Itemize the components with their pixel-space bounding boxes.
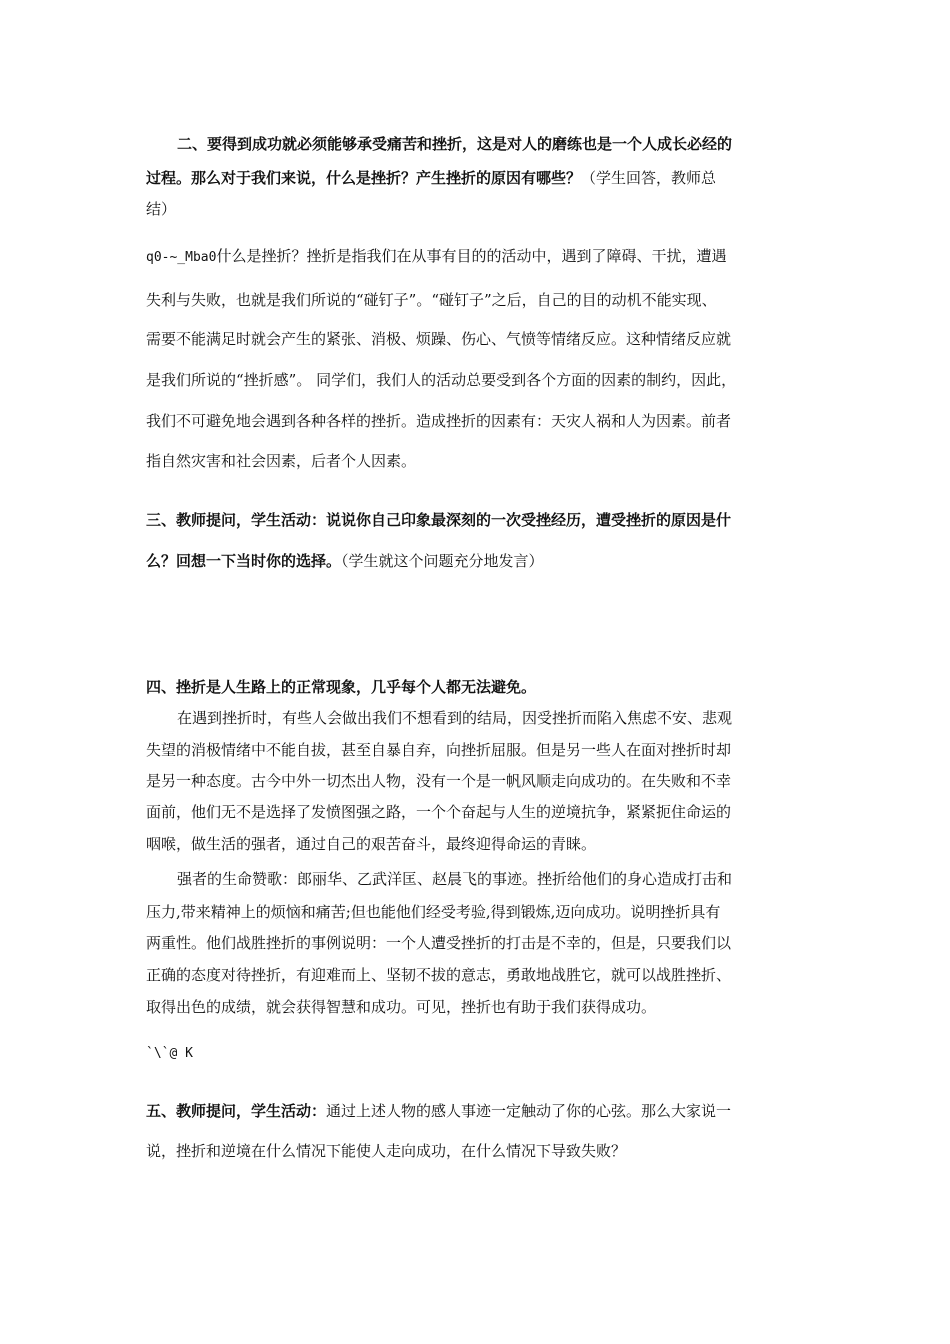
definition-line1-text: 什么是挫折？挫折是指我们在从事有目的的活动中，遇到了障碍、干扰，遭遇 xyxy=(216,247,727,265)
section3-line2-bold: 么？回想一下当时你的选择。 xyxy=(146,552,342,570)
section3-line2-normal: （学生就这个问题充分地发言） xyxy=(341,552,544,570)
section2-line2-normal: （学生回答，教师总 xyxy=(581,169,717,187)
stray-characters: `\`@ K xyxy=(146,1046,193,1061)
section4-para2-line4: 正确的态度对待挫折，有迎难而上、坚韧不拔的意志，勇敢地战胜它，就可以战胜挫折、 xyxy=(146,966,732,984)
section4-para1-line5: 咽喉，做生活的强者，通过自己的艰苦奋斗，最终迎得命运的青睐。 xyxy=(146,835,597,853)
definition-prefix: q0-~_Mba0 xyxy=(146,250,217,265)
section2-line1: 二、要得到成功就必须能够承受痛苦和挫折，这是对人的磨练也是一个人成长必经的 xyxy=(177,135,733,153)
section4-para1-line4: 面前，他们无不是选择了发愤图强之路，一个个奋起与人生的逆境抗争，紧紧扼住命运的 xyxy=(146,803,732,821)
section5-line1-normal: 通过上述人物的感人事迹一定触动了你的心弦。那么大家说一 xyxy=(326,1102,732,1120)
section4-para1-line3: 是另一种态度。古今中外一切杰出人物，没有一个是一帆风顺走向成功的。在失败和不幸 xyxy=(146,772,732,790)
section5-line1 xyxy=(146,1101,731,1121)
definition-line4: 是我们所说的“挫折感”。 同学们，我们人的活动总要受到各个方面的因素的制约，因此， xyxy=(146,371,737,389)
section4-para1-line1: 在遇到挫折时，有些人会做出我们不想看到的结局，因受挫折而陷入焦虑不安、悲观 xyxy=(177,709,733,727)
section4-para2-line2: 压力,带来精神上的烦恼和痛苦;但也能他们经受考验,得到锻炼,迈向成功。说明挫折具有 xyxy=(146,903,721,921)
definition-line3: 需要不能满足时就会产生的紧张、消极、烦躁、伤心、气愤等情绪反应。这种情绪反应就 xyxy=(146,330,732,348)
section2-line2 xyxy=(146,168,716,188)
section4-para1-line2: 失望的消极情绪中不能自拔，甚至自暴自弃，向挫折屈服。但是另一些人在面对挫折时却 xyxy=(146,741,732,759)
section4-heading: 四、挫折是人生路上的正常现象，几乎每个人都无法避免。 xyxy=(146,678,537,696)
section4-para2-line5: 取得出色的成绩，就会获得智慧和成功。可见，挫折也有助于我们获得成功。 xyxy=(146,998,657,1016)
section4-para2-line3: 两重性。他们战胜挫折的事例说明：一个人遭受挫折的打击是不幸的，但是，只要我们以 xyxy=(146,934,732,952)
section2-line3: 结） xyxy=(146,200,177,218)
definition-line6: 指自然灾害和社会因素，后者个人因素。 xyxy=(146,452,417,470)
section5-line2: 说，挫折和逆境在什么情况下能使人走向成功，在什么情况下导致失败？ xyxy=(146,1142,627,1160)
definition-line2: 失利与失败，也就是我们所说的“碰钉子”。“碰钉子”之后，自己的目的动机不能实现、 xyxy=(146,291,717,309)
section3-line2 xyxy=(146,551,544,571)
section2-line2-bold: 过程。那么对于我们来说，什么是挫折？产生挫折的原因有哪些？ xyxy=(146,169,582,187)
definition-line5: 我们不可避免地会遇到各种各样的挫折。造成挫折的因素有：天灾人祸和人为因素。前者 xyxy=(146,412,732,430)
section4-para2-line1: 强者的生命赞歌：郎丽华、乙武洋匡、赵晨飞的事迹。挫折给他们的身心造成打击和 xyxy=(177,870,733,888)
section3-line1: 三、教师提问，学生活动：说说你自己印象最深刻的一次受挫经历，遭受挫折的原因是什 xyxy=(146,511,732,529)
definition-line1 xyxy=(146,246,726,268)
section5-line1-bold: 五、教师提问，学生活动： xyxy=(146,1102,327,1120)
